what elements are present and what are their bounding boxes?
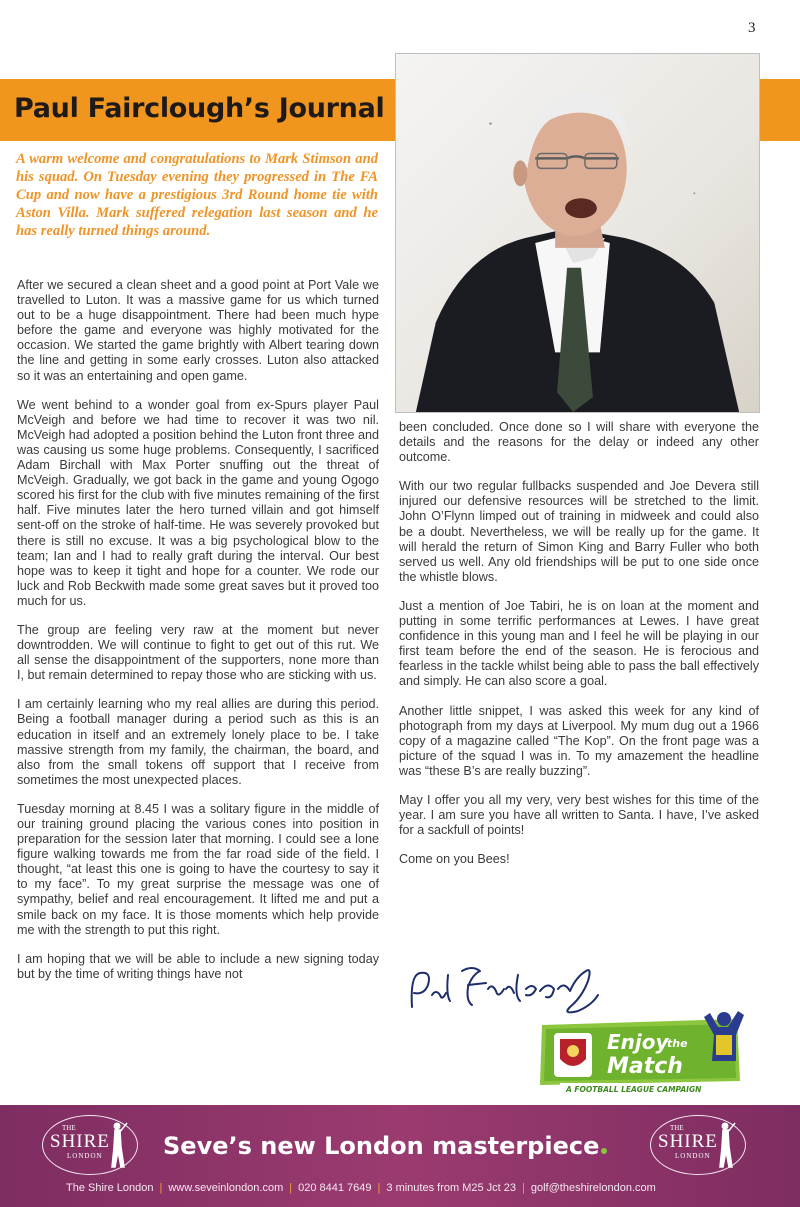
logo-the: THE <box>62 1124 76 1132</box>
sign-off: Come on you Bees! <box>399 852 510 867</box>
match-label: Match <box>607 1054 683 1079</box>
body-paragraph: I am certainly learning who my real allies are during this period. Being a football manager during a period such as this is an education in itself and an extremely lonely place to be. I take massive strength from my family, the chairman, the board, and also from the small tokens off support that I receive from sometimes the most unexpected places. <box>17 697 379 787</box>
body-paragraph: Just a mention of Joe Tabiri, he is on loan at the moment and putting in some terrific performances at Lewes. I have great confidence in this young man and I feel he will be playing in our first team before the end of the season. He is ferocious and fearless in the tackle whilst being able to pass the ball effectively and simply. He can also score a goal. <box>399 598 759 689</box>
body-paragraph: With our two regular fullbacks suspended and Joe Devera still injured our defensive resources will be stretched to the limit. John O’Flynn limped out of training in midweek and could also be a doubt. Nevertheless, we will be really up for the game. It will herald the return of Simon King and Barry Fuller who both served us well. Any old friendships will be put to one side once the whistle blows. <box>399 479 759 584</box>
shire-logo <box>42 1115 138 1175</box>
phone-number: 020 8441 7649 <box>298 1182 372 1194</box>
advert-footer <box>0 1105 800 1207</box>
contact-line: The Shire London | www.seveinlondon.com | 020 8441 7649 | 3 minutes from M25 Jct 23 | golf@theshirelondon.com <box>66 1182 656 1194</box>
enjoy-the-match-badge <box>532 1005 760 1097</box>
golfer-icon <box>714 1121 736 1169</box>
advert-headline: Seve’s new London masterpiece <box>163 1132 607 1160</box>
logo-london: LONDON <box>67 1152 103 1160</box>
intro-paragraph: A warm welcome and congratulations to Mark Stimson and his squad. On Tuesday evening they progressed in The FA Cup and now have a prestigious 3rd Round home tie with Aston Villa. Mark suffered relegation last season and he has really turned things around. <box>16 151 378 240</box>
body-paragraph: I am hoping that we will be able to include a new signing today but by the time of writing things have not <box>17 951 379 981</box>
website-link[interactable]: www.seveinlondon.com <box>168 1182 284 1194</box>
page-title: Paul Fairclough’s Journal <box>14 93 385 124</box>
body-paragraph: Another little snippet, I was asked this week for any kind of photograph from my days at Liverpool. My mum dug out a 1966 copy of a magazine called “The Kop”. On the front page was a picture of the squad I was in. To my amazement the headline was “these B’s are really buzzing”. <box>399 703 759 778</box>
body-paragraph: We went behind to a wonder goal from ex-Spurs player Paul McVeigh and before we had time to recover it was two nil. McVeigh had adopted a position behind the Luton front three and was causing us some huge problems. Consequently, I sacrificed Adam Birchall with Max Porter snuffing out the threat of McVeigh. Gradually, we got back in the game and young Ogogo scored his first for the club with five minutes remaining of the first half. Five minutes later the hero turned villain and got himself sent-off on the stroke of half-time. He was severely provoked but there is still no excuse. It was a big psychological blow to the team; Ian and I had to really graft during the interval. Our best hope was to keep it tight and hope for a counter. We rode our luck and Rob Beckwith made some great saves but it proved too much for us. <box>17 397 379 608</box>
email-link[interactable]: golf@theshirelondon.com <box>530 1182 656 1194</box>
campaign-tagline: A FOOTBALL LEAGUE CAMPAIGN <box>566 1085 702 1094</box>
enjoy-label: Enjoy <box>607 1030 669 1054</box>
logo-london: LONDON <box>675 1152 711 1160</box>
left-column <box>17 278 379 996</box>
body-paragraph: The group are feeling very raw at the moment but never downtrodden. We will continue to fight to get out of this rut. We all sense the disappointment of the supporters, none more than I, but remain determined to repay those who are sticking with us. <box>17 622 379 683</box>
club-crest-icon <box>554 1033 592 1077</box>
body-paragraph: been concluded. Once done so I will share with everyone the details and the reasons for the delay or indeed any other outcome. <box>399 420 759 465</box>
manager-photo <box>395 53 760 413</box>
directions: 3 minutes from M25 Jct 23 <box>386 1182 517 1194</box>
body-paragraph: Tuesday morning at 8.45 I was a solitary figure in the middle of our training ground placing the various cones into position in preparation for the session later that morning. I could see a lone figure walking towards me from the far road side of the field. I thought, “at least this one is going to have the courtesy to say it to my face”. To my great surprise the message was one of sympathy, belief and real encouragement. It lifted me and put a smile back on my face. It is those moments which help provide me with the strength to put this right. <box>17 801 379 937</box>
the-label: the <box>667 1037 688 1050</box>
shire-logo <box>650 1115 746 1175</box>
page-number: 3 <box>748 20 756 36</box>
body-paragraph: After we secured a clean sheet and a good point at Port Vale we travelled to Luton. It was a massive game for us which turned out to be a huge disappointment. There had been much hype before the game and everyone was highly motivated for the occasion. We started the game brightly with Albert tearing down the line and getting in some early crosses. Luton also attacked so it was an entertaining and open game. <box>17 278 379 383</box>
right-column <box>399 420 759 881</box>
golfer-icon <box>106 1121 128 1169</box>
body-paragraph: May I offer you all my very, very best wishes for this time of the year. I am sure you have all written to Santa. I have, I’ve asked for a sackfull of points! <box>399 792 759 838</box>
contact-name: The Shire London <box>66 1182 154 1194</box>
green-dot-icon <box>601 1148 607 1154</box>
logo-shire: SHIRE <box>658 1131 718 1152</box>
logo-the: THE <box>670 1124 684 1132</box>
logo-shire: SHIRE <box>50 1131 110 1152</box>
